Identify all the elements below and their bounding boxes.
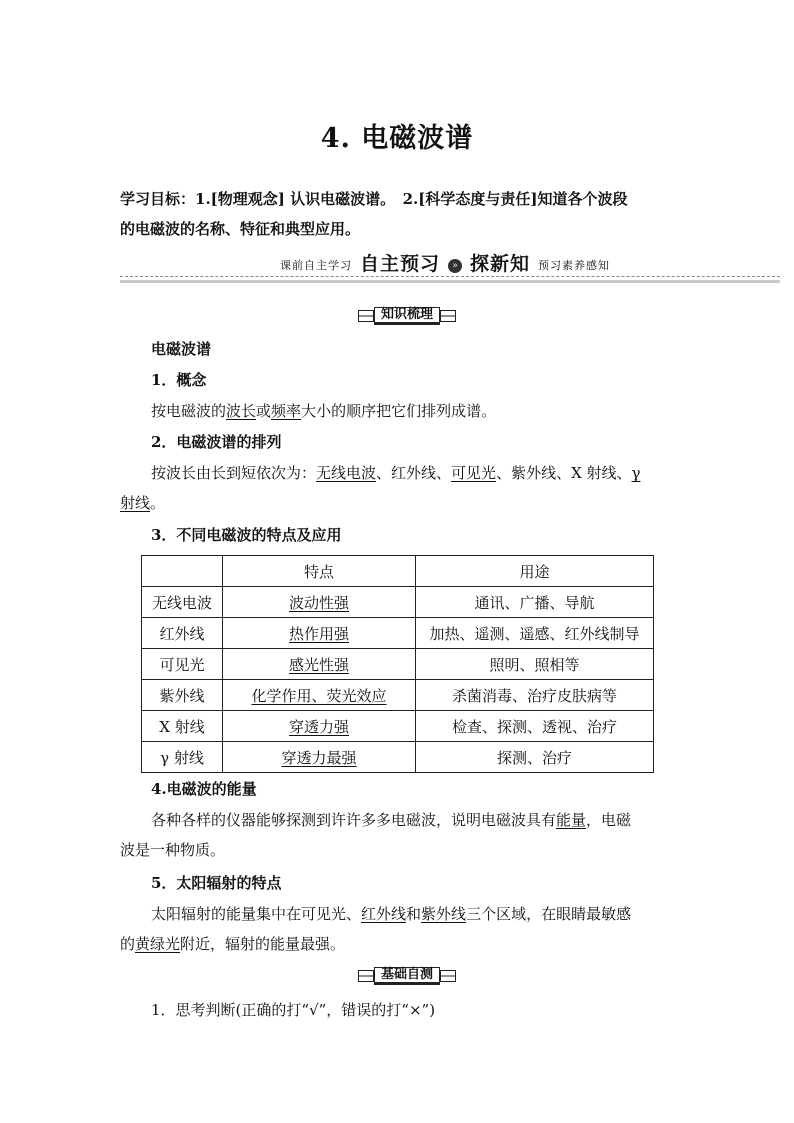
solar-text: 太阳辐射的能量集中在可见光、红外线和紫外线三个区域，在眼睛最敏感 的黄绿光附近，辐射的能量最强。 [120, 905, 632, 953]
label-left-bar [358, 310, 374, 322]
banner-divider-thick [120, 280, 780, 283]
features-title: 3．不同电磁波的特点及应用 [151, 526, 342, 544]
wave-use: 加热、遥测、遥感、红外线制导 [416, 618, 654, 649]
section-heading: 电磁波谱 [151, 340, 212, 358]
wave-name: 可见光 [142, 649, 223, 680]
solar-title: 5．太阳辐射的特点 [151, 874, 282, 892]
banner-divider [120, 276, 780, 277]
wave-feature: 感光性强 [223, 649, 416, 680]
table-row [142, 649, 654, 680]
arrangement-text: 按波长由长到短依次为：无线电波、红外线、可见光、紫外线、X 射线、γ 射线。 [120, 464, 641, 512]
banner-right-caption: 预习素养感知 [538, 259, 611, 272]
concept-title: 1．概念 [151, 371, 207, 389]
wave-feature: 化学作用、荧光效应 [223, 680, 416, 711]
banner-left-caption: 课前自主学习 [280, 259, 352, 272]
energy-title: 4.电磁波的能量 [151, 780, 257, 798]
banner-main-right: 探新知 [470, 253, 531, 275]
wave-use: 探测、治疗 [416, 742, 654, 773]
wave-use: 检查、探测、透视、治疗 [416, 711, 654, 742]
page-title: 4. 电磁波谱 [320, 123, 474, 154]
objectives-line1: 1.[物理观念] 认识电磁波谱。 2.[科学态度与责任]知道各个波段 [195, 190, 628, 208]
table-header-cell: 用途 [416, 556, 654, 587]
table-row [142, 587, 654, 618]
wave-name: 红外线 [142, 618, 223, 649]
wave-feature: 波动性强 [223, 587, 416, 618]
objectives-label: 学习目标： [120, 190, 196, 208]
wave-name: γ 射线 [142, 742, 223, 773]
self-test-label: 基础自测 [358, 968, 456, 984]
section-banner [120, 254, 780, 284]
knowledge-summary-label: 知识梳理 [358, 308, 456, 324]
wave-use: 杀菌消毒、治疗皮肤病等 [416, 680, 654, 711]
table-header-row [142, 556, 654, 587]
wave-feature: 穿透力最强 [223, 742, 416, 773]
table-header-cell: 特点 [223, 556, 416, 587]
table-row [142, 680, 654, 711]
wave-feature: 穿透力强 [223, 711, 416, 742]
concept-text: 按电磁波的波长或频率大小的顺序把它们排列成谱。 [151, 402, 497, 420]
banner-main-left: 自主预习 [360, 253, 441, 275]
arrangement-title: 2．电磁波谱的排列 [151, 433, 282, 451]
em-spectrum-table [141, 555, 654, 773]
table-row [142, 711, 654, 742]
table-header-cell [142, 556, 223, 587]
wave-name: 紫外线 [142, 680, 223, 711]
question-1: 1．思考判断(正确的打“√”，错误的打“×”) [151, 1001, 436, 1019]
objectives-line2: 的电磁波的名称、特征和典型应用。 [120, 220, 361, 238]
learning-objectives [120, 184, 676, 244]
wave-use: 通讯、广播、导航 [416, 587, 654, 618]
wave-name: X 射线 [142, 711, 223, 742]
label-left-bar [358, 970, 374, 982]
energy-text: 各种各样的仪器能够探测到许许多多电磁波，说明电磁波具有能量，电磁 波是一种物质。 [120, 811, 632, 859]
double-chevron-icon: » [448, 259, 462, 273]
wave-use: 照明、照相等 [416, 649, 654, 680]
label-right-bar [440, 310, 456, 322]
table-row [142, 742, 654, 773]
label-right-bar [440, 970, 456, 982]
table-row [142, 618, 654, 649]
wave-feature: 热作用强 [223, 618, 416, 649]
wave-name: 无线电波 [142, 587, 223, 618]
